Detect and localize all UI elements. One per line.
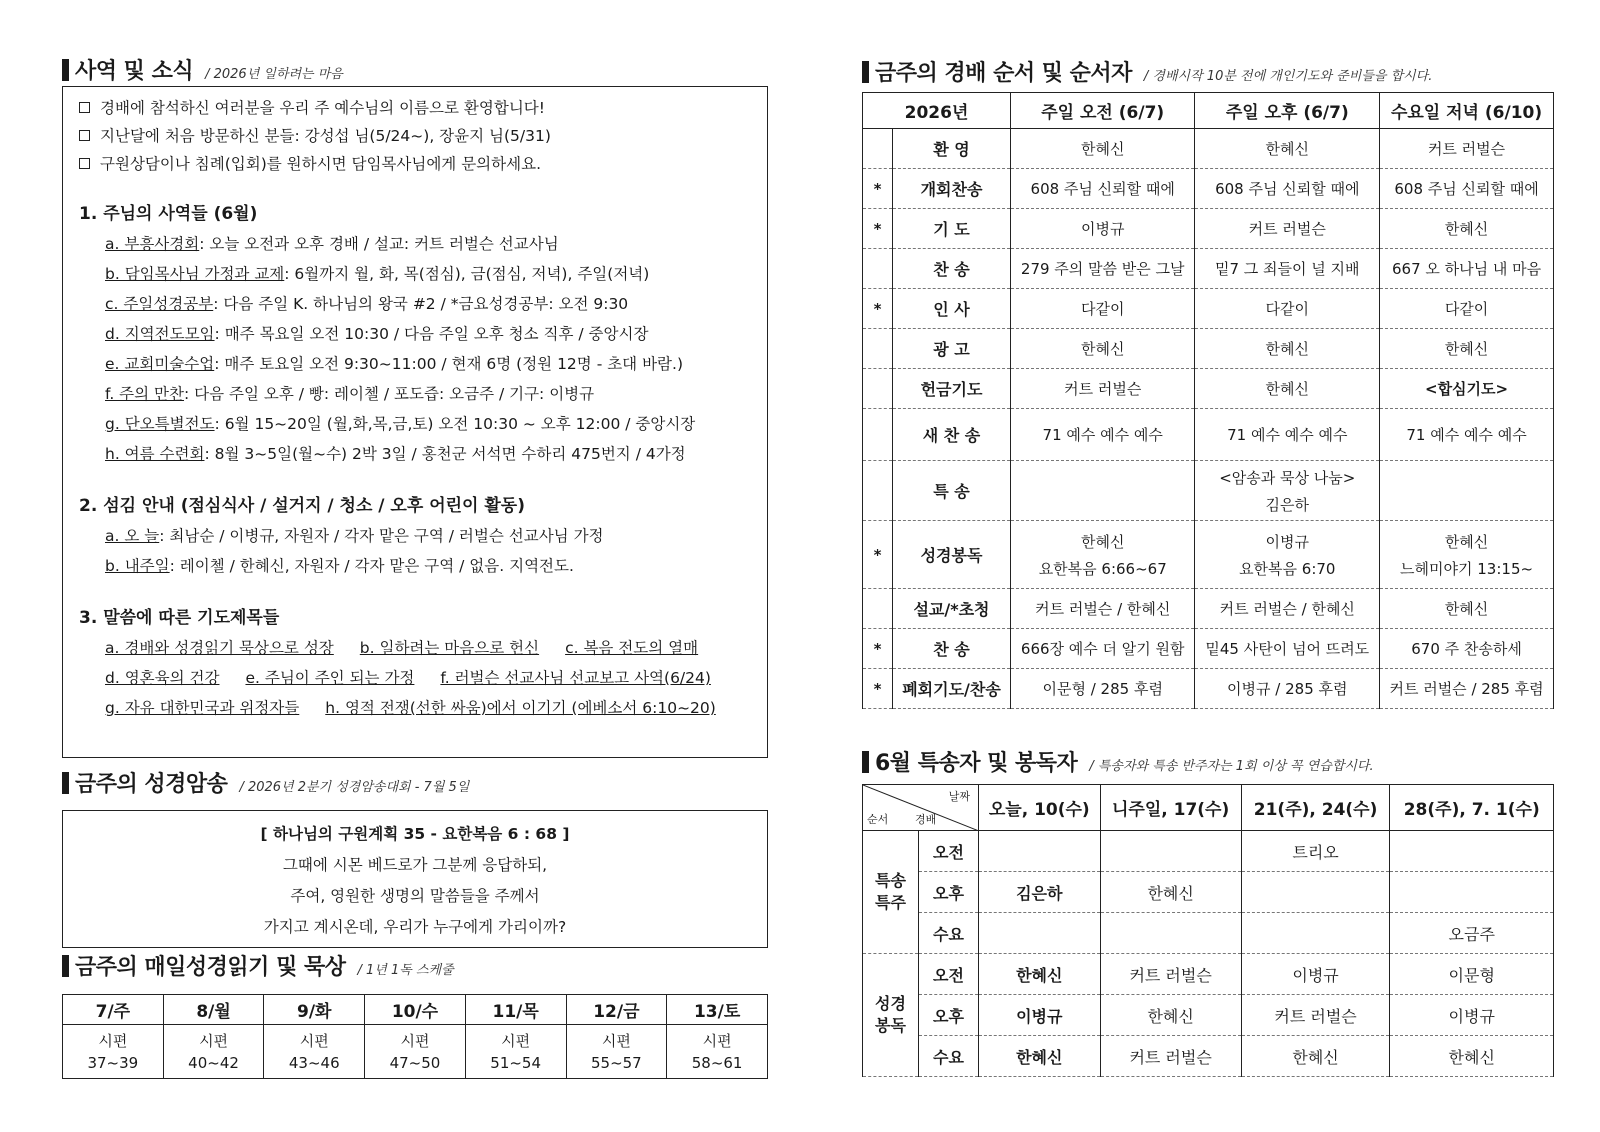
reading-day: 9/화 — [264, 995, 365, 1025]
june-cell: 이병규 — [1390, 995, 1554, 1036]
order-person: 한혜신 — [1444, 532, 1489, 551]
june-service: 오후 — [919, 872, 979, 913]
order-cell-wed — [1380, 461, 1554, 521]
section-bar — [62, 59, 69, 81]
order-role: 개회찬송 — [893, 169, 1011, 209]
order-cell-am — [1011, 521, 1195, 589]
reading-chapters: 47~50 — [389, 1053, 441, 1072]
order-cell-wed — [1380, 169, 1554, 209]
order-role: 찬 송 — [893, 629, 1011, 669]
news-item — [105, 259, 751, 289]
order-person: 커트 러벌슨 / 한혜신 — [1035, 600, 1171, 618]
june-cell: 이병규 — [1241, 954, 1390, 995]
order-person: 71 예수 예수 예수 — [1042, 426, 1163, 444]
news-item-key: e. 교회미술수업 — [105, 355, 215, 373]
checkbox-icon — [79, 158, 90, 169]
service-items — [79, 521, 751, 581]
june-cell: 김은하 — [979, 872, 1101, 913]
order-person: 다같이 — [1265, 300, 1310, 318]
order-role: 찬 송 — [893, 249, 1011, 289]
prayer-row — [105, 663, 751, 693]
order-cell-wed — [1380, 289, 1554, 329]
june-col-header: 21(주), 24(수) — [1241, 785, 1390, 831]
order-cell-am — [1011, 409, 1195, 461]
order-cell-pm — [1195, 329, 1380, 369]
order-cell-am — [1011, 329, 1195, 369]
prayer-topic: a. 경배와 성경읽기 묵상으로 성장 — [105, 639, 334, 657]
order-person: 커트 러벌슨 — [1248, 220, 1326, 238]
ministry-items — [79, 229, 751, 469]
june-cell: 한혜신 — [979, 954, 1101, 995]
order-row — [863, 629, 1554, 669]
order-row — [863, 209, 1554, 249]
order-person: 한혜신 — [1265, 380, 1310, 398]
order-role: 설교/*초청 — [893, 589, 1011, 629]
order-cell-pm — [1195, 169, 1380, 209]
required-mark — [863, 129, 893, 169]
order-subtitle: / 경배시작 10분 전에 개인기도와 준비들을 합시다. — [1143, 69, 1433, 84]
order-row — [863, 329, 1554, 369]
news-item-key: f. 주의 만찬 — [105, 385, 185, 403]
june-row — [863, 1036, 1554, 1077]
order-person: 이병규 — [1265, 532, 1310, 551]
order-cell-wed — [1380, 589, 1554, 629]
daily-reading-table — [62, 994, 768, 1079]
news-item-key: h. 여름 수련회 — [105, 445, 205, 463]
order-detail: 김은하 — [1265, 495, 1310, 514]
news-item-key: b. 담임목사님 가정과 교제 — [105, 265, 285, 283]
prayer-topic: h. 영적 전쟁(선한 싸움)에서 이기기 (에베소서 6:10~20) — [325, 699, 716, 717]
order-person: 커트 러벌슨 / 285 후렴 — [1389, 680, 1544, 698]
reading-book: 시편 — [601, 1031, 631, 1050]
order-cell-am — [1011, 169, 1195, 209]
june-row — [863, 913, 1554, 954]
reading-title: 금주의 매일성경읽기 및 묵상 — [75, 955, 346, 980]
order-cell-wed — [1380, 521, 1554, 589]
reading-day: 12/금 — [566, 995, 667, 1025]
order-row — [863, 409, 1554, 461]
june-body — [863, 831, 1554, 1077]
order-person: 한혜신 — [1444, 340, 1489, 358]
verse-section-title — [62, 767, 469, 798]
june-col-header: 28(주), 7. 1(수) — [1390, 785, 1554, 831]
required-mark: * — [863, 209, 893, 249]
order-row — [863, 289, 1554, 329]
news-item-key: a. 오 늘 — [105, 527, 160, 545]
reading-day: 11/목 — [465, 995, 566, 1025]
reading-section-title — [62, 950, 454, 981]
news-item-key: c. 주일성경공부 — [105, 295, 214, 313]
june-cell: 한혜신 — [979, 1036, 1101, 1077]
news-item-value: : 다음 주일 K. 하나님의 왕국 #2 / *금요성경공부: 오전 9:30 — [213, 295, 629, 313]
news-item-key: a. 부흥사경회 — [105, 235, 200, 253]
order-cell-am — [1011, 629, 1195, 669]
group-label-line: 성경 — [875, 994, 906, 1013]
june-special-table — [862, 784, 1554, 1077]
order-cell-am — [1011, 461, 1195, 521]
june-cell: 한혜신 — [1390, 1036, 1554, 1077]
required-mark: * — [863, 629, 893, 669]
june-cell — [979, 913, 1101, 954]
order-person: 한혜신 — [1080, 532, 1125, 551]
order-header-row — [863, 93, 1554, 129]
june-col-header: 오늘, 10(수) — [979, 785, 1101, 831]
news-title: 사역 및 소식 — [75, 59, 194, 84]
reading-book: 시편 — [98, 1031, 128, 1050]
june-cell — [1241, 913, 1390, 954]
news-item-key: d. 지역전도모임 — [105, 325, 215, 343]
june-cell: 한혜신 — [1100, 995, 1241, 1036]
welcome-list — [79, 93, 751, 177]
news-item-value: : 6월 15~20일 (월,화,목,금,토) 오전 10:30 ~ 오후 12:00 / 중앙시장 — [214, 415, 696, 433]
group-label-line: 봉독 — [875, 1016, 906, 1035]
news-item-value: : 8월 3~5일(월~수) 2박 3일 / 홍천군 서석면 수하리 475번지 / 4가정 — [204, 445, 686, 463]
prayer-row — [105, 633, 751, 663]
order-person: 608 주님 신뢰할 때에 — [1215, 180, 1360, 198]
order-row — [863, 129, 1554, 169]
order-cell-pm — [1195, 461, 1380, 521]
reading-cell — [566, 1025, 667, 1079]
reading-book: 시편 — [199, 1031, 229, 1050]
june-cell — [1390, 872, 1554, 913]
welcome-item — [79, 93, 751, 121]
prayer-topic: d. 영혼육의 건강 — [105, 669, 220, 687]
order-cell-pm — [1195, 589, 1380, 629]
order-person: 한혜신 — [1265, 340, 1310, 358]
order-title: 금주의 경배 순서 및 순서자 — [875, 61, 1132, 86]
order-cell-pm — [1195, 289, 1380, 329]
reading-chapters: 43~46 — [288, 1053, 340, 1072]
welcome-item — [79, 149, 751, 177]
service-heading: 2. 섬김 안내 (점심식사 / 설거지 / 청소 / 오후 어린이 활동) — [79, 496, 525, 516]
group-label-line: 특주 — [875, 893, 906, 912]
order-row — [863, 249, 1554, 289]
june-row — [863, 831, 1554, 872]
welcome-text: 지난달에 처음 방문하신 분들: 강성섭 님(5/24~), 장윤지 님(5/31) — [100, 127, 551, 145]
order-cell-pm — [1195, 669, 1380, 709]
order-person: 한혜신 — [1444, 220, 1489, 238]
june-group-label — [863, 831, 919, 954]
order-person: 밑7 그 죄들이 널 지배 — [1215, 260, 1360, 278]
news-item — [105, 229, 751, 259]
order-cell-am — [1011, 589, 1195, 629]
news-item-value: : 최남순 / 이병규, 자원자 / 각자 맡은 구역 / 러벌슨 선교사님 가정 — [159, 527, 604, 545]
june-row — [863, 954, 1554, 995]
order-header-sunday-am: 주일 오전 (6/7) — [1011, 93, 1195, 129]
order-cell-pm — [1195, 629, 1380, 669]
order-header-year: 2026년 — [863, 93, 1011, 129]
order-person: <암송과 묵상 나눔> — [1219, 468, 1356, 487]
news-item-value: : 6월까지 월, 화, 목(점심), 금(점심, 저녁), 주일(저녁) — [284, 265, 650, 283]
reading-book: 시편 — [702, 1031, 732, 1050]
order-header-sunday-pm: 주일 오후 (6/7) — [1195, 93, 1380, 129]
news-item — [105, 521, 751, 551]
prayer-topic: b. 일하려는 마음으로 헌신 — [359, 639, 540, 657]
required-mark — [863, 249, 893, 289]
order-person: 667 오 하나님 내 마음 — [1391, 260, 1542, 278]
news-item-key: g. 단오특별전도 — [105, 415, 215, 433]
news-section-title — [62, 54, 343, 85]
order-person: 다같이 — [1444, 300, 1489, 318]
news-item-value: : 다음 주일 오후 / 빵: 레이첼 / 포도즙: 오금주 / 기구: 이병규 — [184, 385, 595, 403]
reading-cell — [63, 1025, 164, 1079]
order-cell-pm — [1195, 129, 1380, 169]
memory-verse-box — [62, 810, 768, 948]
june-service: 오후 — [919, 995, 979, 1036]
checkbox-icon — [79, 102, 90, 113]
order-person: 다같이 — [1080, 300, 1125, 318]
june-cell: 트리오 — [1241, 831, 1390, 872]
june-row — [863, 872, 1554, 913]
required-mark — [863, 409, 893, 461]
june-cell — [1241, 872, 1390, 913]
reading-cell — [264, 1025, 365, 1079]
june-cell: 한혜신 — [1100, 872, 1241, 913]
order-cell-am — [1011, 669, 1195, 709]
reading-cell — [163, 1025, 264, 1079]
news-item-value: : 오늘 오전과 오후 경배 / 설교: 커트 러벌슨 선교사님 — [199, 235, 559, 253]
order-row — [863, 589, 1554, 629]
order-cell-am — [1011, 129, 1195, 169]
required-mark: * — [863, 521, 893, 589]
verse-line: 가지고 계시온데, 우리가 누구에게 가리이까? — [263, 918, 567, 936]
order-role: 폐회기도/찬송 — [893, 669, 1011, 709]
order-person: 밑45 사탄이 넘어 뜨려도 — [1205, 640, 1370, 658]
prayer-topic: e. 주님이 주인 되는 가정 — [245, 669, 415, 687]
news-item — [105, 349, 751, 379]
reading-book: 시편 — [299, 1031, 329, 1050]
order-role: 새 찬 송 — [893, 409, 1011, 461]
june-cell: 커트 러벌슨 — [1241, 995, 1390, 1036]
order-cell-am — [1011, 289, 1195, 329]
order-person: 608 주님 신뢰할 때에 — [1030, 180, 1175, 198]
order-cell-wed — [1380, 129, 1554, 169]
welcome-text: 구원상담이나 침례(입회)를 원하시면 담임목사님에게 문의하세요. — [100, 155, 542, 173]
required-mark — [863, 461, 893, 521]
june-col-header: 니주일, 17(수) — [1100, 785, 1241, 831]
june-row — [863, 995, 1554, 1036]
reading-chapters: 40~42 — [188, 1053, 239, 1072]
june-cell: 오금주 — [1390, 913, 1554, 954]
june-service: 오전 — [919, 954, 979, 995]
corner-service-label: 경배 — [915, 813, 937, 826]
order-person: 커트 러벌슨 / 한혜신 — [1219, 600, 1355, 618]
reading-day: 13/토 — [667, 995, 768, 1025]
prayer-topic: c. 복음 전도의 열매 — [565, 639, 699, 657]
june-service: 오전 — [919, 831, 979, 872]
checkbox-icon — [79, 130, 90, 141]
order-cell-wed — [1380, 249, 1554, 289]
june-service: 수요 — [919, 1036, 979, 1077]
reading-day: 8/월 — [163, 995, 264, 1025]
order-person: 71 예수 예수 예수 — [1227, 426, 1348, 444]
june-cell — [979, 831, 1101, 872]
order-cell-wed — [1380, 409, 1554, 461]
june-cell: 이병규 — [979, 995, 1101, 1036]
order-cell-pm — [1195, 369, 1380, 409]
worship-order-table — [862, 92, 1554, 709]
prayer-topics — [79, 633, 751, 723]
required-mark — [863, 589, 893, 629]
verse-title: 금주의 성경암송 — [75, 772, 228, 797]
order-detail: 느헤미야기 13:15~ — [1400, 559, 1534, 578]
order-cell-am — [1011, 369, 1195, 409]
required-mark — [863, 329, 893, 369]
order-section-title — [862, 56, 1432, 87]
news-item — [105, 551, 751, 581]
order-cell-am — [1011, 249, 1195, 289]
order-person: 한혜신 — [1444, 600, 1489, 618]
order-role: 광 고 — [893, 329, 1011, 369]
reading-cell — [465, 1025, 566, 1079]
required-mark: * — [863, 289, 893, 329]
order-cell-wed — [1380, 629, 1554, 669]
verse-reference: [ 하나님의 구원계획 35 - 요한복음 6 : 68 ] — [260, 825, 570, 843]
order-row — [863, 369, 1554, 409]
order-person: 이문형 / 285 후렴 — [1042, 680, 1163, 698]
news-item — [105, 439, 751, 469]
order-role: 성경봉독 — [893, 521, 1011, 589]
order-person: 한혜신 — [1265, 140, 1310, 158]
news-item-value: : 레이첼 / 한혜신, 자원자 / 각자 맡은 구역 / 없음. 지역전도. — [169, 557, 574, 575]
june-cell — [1100, 913, 1241, 954]
order-role: 특 송 — [893, 461, 1011, 521]
section-bar — [862, 751, 869, 773]
ministry-heading: 1. 주님의 사역들 (6월) — [79, 204, 258, 224]
order-row — [863, 521, 1554, 589]
verse-line: 그때에 시몬 베드로가 그분께 응답하되, — [282, 856, 548, 874]
order-person: 670 주 찬송하세 — [1411, 640, 1522, 658]
section-bar — [862, 61, 869, 83]
welcome-text: 경배에 참석하신 여러분을 우리 주 예수님의 이름으로 환영합니다! — [100, 99, 545, 117]
june-cell: 커트 러벌슨 — [1100, 1036, 1241, 1077]
order-cell-pm — [1195, 249, 1380, 289]
news-item — [105, 379, 751, 409]
june-service: 수요 — [919, 913, 979, 954]
order-person: 커트 러벌슨 — [1064, 380, 1142, 398]
order-role: 인 사 — [893, 289, 1011, 329]
order-person: 한혜신 — [1080, 140, 1125, 158]
order-person: 666장 예수 더 알기 원함 — [1020, 640, 1185, 658]
order-body — [863, 129, 1554, 709]
reading-body-row — [63, 1025, 768, 1079]
verse-subtitle: / 2026년 2분기 성경암송대회 - 7월 5일 — [239, 780, 470, 795]
news-item — [105, 409, 751, 439]
news-item-value: : 매주 토요일 오전 9:30~11:00 / 현재 6명 (정원 12명 - 초대 바람.) — [214, 355, 684, 373]
welcome-item — [79, 121, 751, 149]
june-subtitle: / 특송자와 특송 반주자는 1회 이상 꼭 연습합시다. — [1089, 759, 1374, 774]
order-row — [863, 169, 1554, 209]
reading-chapters: 58~61 — [691, 1053, 743, 1072]
news-subtitle: / 2026년 일하려는 마음 — [205, 67, 343, 82]
order-cell-pm — [1195, 521, 1380, 589]
june-header-row — [863, 785, 1554, 831]
order-cell-pm — [1195, 209, 1380, 249]
required-mark: * — [863, 169, 893, 209]
corner-order-label: 순서 — [867, 813, 889, 826]
june-cell: 이문형 — [1390, 954, 1554, 995]
june-section-title — [862, 746, 1374, 777]
order-cell-wed — [1380, 209, 1554, 249]
order-person: <합심기도> — [1425, 380, 1509, 398]
reading-book: 시편 — [400, 1031, 430, 1050]
order-person: 279 주의 말씀 받은 그날 — [1020, 260, 1185, 278]
section-bar — [62, 955, 69, 977]
order-person: 이병규 / 285 후렴 — [1227, 680, 1348, 698]
prayer-topic: g. 자유 대한민국과 위정자들 — [105, 699, 300, 717]
order-person: 71 예수 예수 예수 — [1406, 426, 1527, 444]
news-item-value: : 매주 목요일 오전 10:30 / 다음 주일 오후 청소 직후 / 중앙시장 — [214, 325, 649, 343]
order-role: 헌금기도 — [893, 369, 1011, 409]
order-role: 환 영 — [893, 129, 1011, 169]
order-person: 이병규 — [1080, 220, 1125, 238]
reading-day: 10/수 — [365, 995, 466, 1025]
june-group-label — [863, 954, 919, 1077]
order-person: 커트 러벌슨 — [1427, 140, 1506, 158]
order-person: 608 주님 신뢰할 때에 — [1394, 180, 1539, 198]
order-row — [863, 669, 1554, 709]
required-mark: * — [863, 669, 893, 709]
order-role: 기 도 — [893, 209, 1011, 249]
news-box — [62, 86, 768, 758]
order-cell-wed — [1380, 669, 1554, 709]
section-bar — [62, 772, 69, 794]
june-cell: 커트 러벌슨 — [1100, 954, 1241, 995]
order-detail: 요한복음 6:70 — [1239, 559, 1336, 578]
reading-day: 7/주 — [63, 995, 164, 1025]
order-cell-pm — [1195, 409, 1380, 461]
reading-cell — [365, 1025, 466, 1079]
corner-date-label: 날짜 — [948, 790, 970, 803]
reading-chapters: 55~57 — [590, 1053, 642, 1072]
reading-subtitle: / 1년 1독 스케줄 — [357, 963, 454, 978]
news-item — [105, 289, 751, 319]
required-mark — [863, 369, 893, 409]
corner-cell — [863, 785, 979, 831]
prayer-heading: 3. 말씀에 따른 기도제목들 — [79, 608, 280, 628]
reading-book: 시편 — [501, 1031, 531, 1050]
prayer-row — [105, 693, 751, 723]
june-cell — [1390, 831, 1554, 872]
news-item-key: b. 내주일 — [105, 557, 170, 575]
verse-line: 주여, 영원한 생명의 말씀들을 주께서 — [290, 887, 540, 905]
order-detail: 요한복음 6:66~67 — [1038, 559, 1167, 578]
june-cell — [1100, 831, 1241, 872]
order-cell-wed — [1380, 369, 1554, 409]
order-row — [863, 461, 1554, 521]
prayer-topic: f. 러벌슨 선교사님 선교보고 사역(6/24) — [440, 669, 711, 687]
order-cell-am — [1011, 209, 1195, 249]
order-person: 한혜신 — [1080, 340, 1125, 358]
june-cell: 한혜신 — [1241, 1036, 1390, 1077]
order-header-wednesday: 수요일 저녁 (6/10) — [1380, 93, 1554, 129]
reading-header-row — [63, 995, 768, 1025]
order-cell-wed — [1380, 329, 1554, 369]
reading-chapters: 51~54 — [490, 1053, 542, 1072]
reading-chapters: 37~39 — [87, 1053, 139, 1072]
news-item — [105, 319, 751, 349]
reading-cell — [667, 1025, 768, 1079]
june-title: 6월 특송자 및 봉독자 — [875, 751, 1078, 776]
group-label-line: 특송 — [875, 871, 906, 890]
